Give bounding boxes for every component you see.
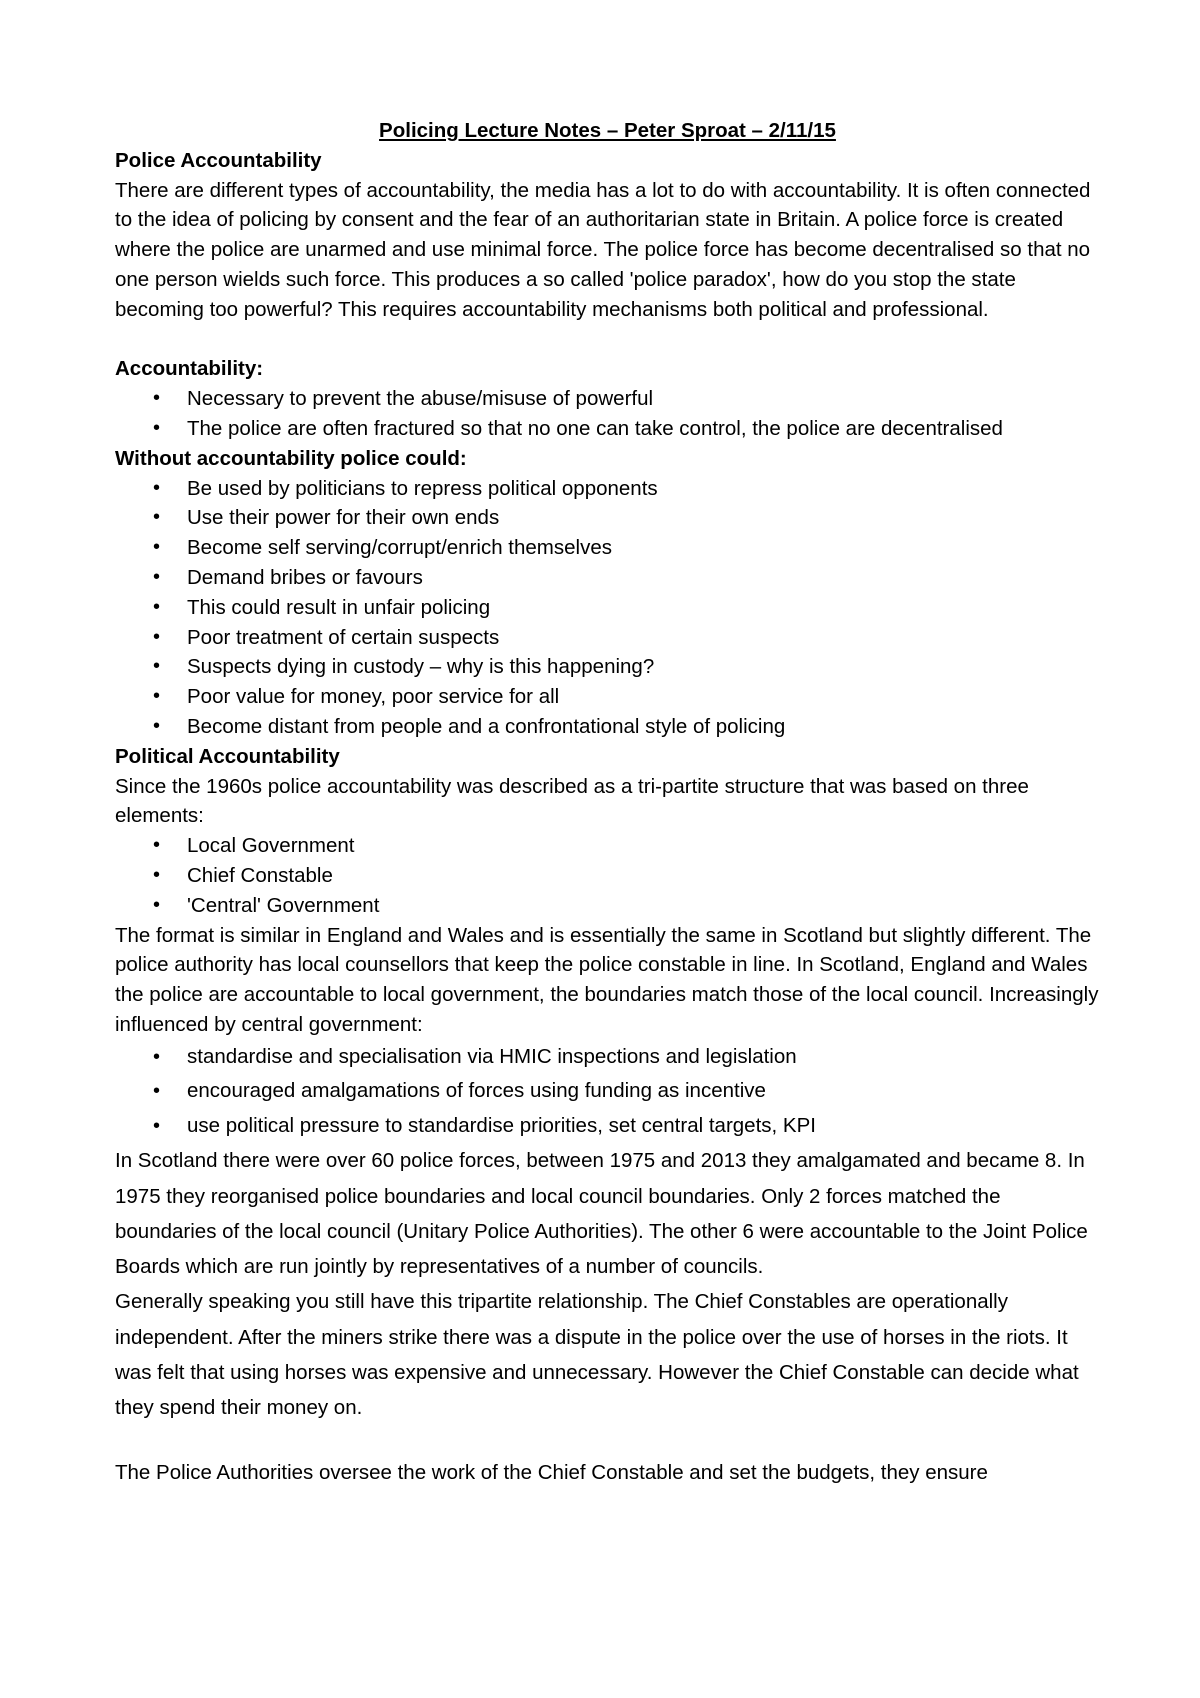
list-central-government [115,1040,1100,1144]
paragraph-tripartite-intro: Since the 1960s police accountability was described as a tri-partite structure that was based on three elements: [115,774,1029,828]
heading-accountability: Accountability: [115,357,264,381]
list-item: • use political pressure to standardise priorities, set central targets, KPI [115,1109,1100,1144]
list-item: • This could result in unfair policing [115,593,1100,623]
list-item: • standardise and specialisation via HMIC inspections and legislation [115,1040,1100,1075]
paragraph-scotland: In Scotland there were over 60 police forces, between 1975 and 2013 they amalgamated and became 8. In 1975 they reorganised police boundaries and local council boundaries. Only 2 forces matched the boundaries of the local council (Unitary Police Authorities). The other 6 were accountable to the Joint Police Boards which are run jointly by representatives of a number of councils. [115,1149,1088,1279]
paragraph-tripartite: Generally speaking you still have this tripartite relationship. The Chief Constables are operationally independent. After the miners strike there was a dispute in the police over the use of horses in the riots. It was felt that using horses was expensive and unnecessary. However the Chief Constable can decide what they spend their money on. [115,1290,1079,1420]
list-item: • Use their power for their own ends [115,503,1100,533]
list-tripartite-elements [115,831,1100,920]
list-item: • Poor treatment of certain suspects [115,623,1100,653]
document-title: Policing Lecture Notes – Peter Sproat – 2/11/15 [379,119,836,142]
blank-line [115,1426,1100,1456]
heading-political-accountability: Political Accountability [115,744,340,768]
list-item: • Local Government [115,831,1100,861]
list-item: • Chief Constable [115,861,1100,891]
blank-line [115,325,1100,355]
paragraph-police-accountability: There are different types of accountability, the media has a lot to do with accountability. It is often connected to the idea of policing by consent and the fear of an authoritarian state in Britain. A police force is created where the police are unarmed and use minimal force. The police force has become decentralised so that no one person wields such force. This produces a so called 'police paradox', how do you stop the state becoming too powerful? This requires accountability mechanisms both political and professional. [115,178,1091,321]
list-item: • The police are often fractured so that no one can take control, the police are decentralised [115,414,1100,444]
heading-police-accountability: Police Accountability [115,148,322,172]
list-item: • Be used by politicians to repress political opponents [115,474,1100,504]
list-item: • 'Central' Government [115,891,1100,921]
paragraph-police-authorities: The Police Authorities oversee the work of the Chief Constable and set the budgets, they ensure [115,1461,988,1485]
list-item: • encouraged amalgamations of forces using funding as incentive [115,1074,1100,1109]
heading-without-accountability: Without accountability police could: [115,446,467,470]
paragraph-format: The format is similar in England and Wales and is essentially the same in Scotland but slightly different. The police authority has local counsellors that keep the police constable in line. In Scotland, England and Wales the police are accountable to local government, the boundaries match those of the local council. Increasingly influenced by central government: [115,923,1099,1036]
document-page [115,116,1100,1491]
list-item: • Demand bribes or favours [115,563,1100,593]
list-accountability [115,384,1100,444]
list-item: • Become distant from people and a confrontational style of policing [115,712,1100,742]
list-item: • Necessary to prevent the abuse/misuse of powerful [115,384,1100,414]
list-item: • Poor value for money, poor service for all [115,682,1100,712]
list-without-accountability [115,474,1100,742]
list-item: • Suspects dying in custody – why is this happening? [115,652,1100,682]
list-item: • Become self serving/corrupt/enrich themselves [115,533,1100,563]
